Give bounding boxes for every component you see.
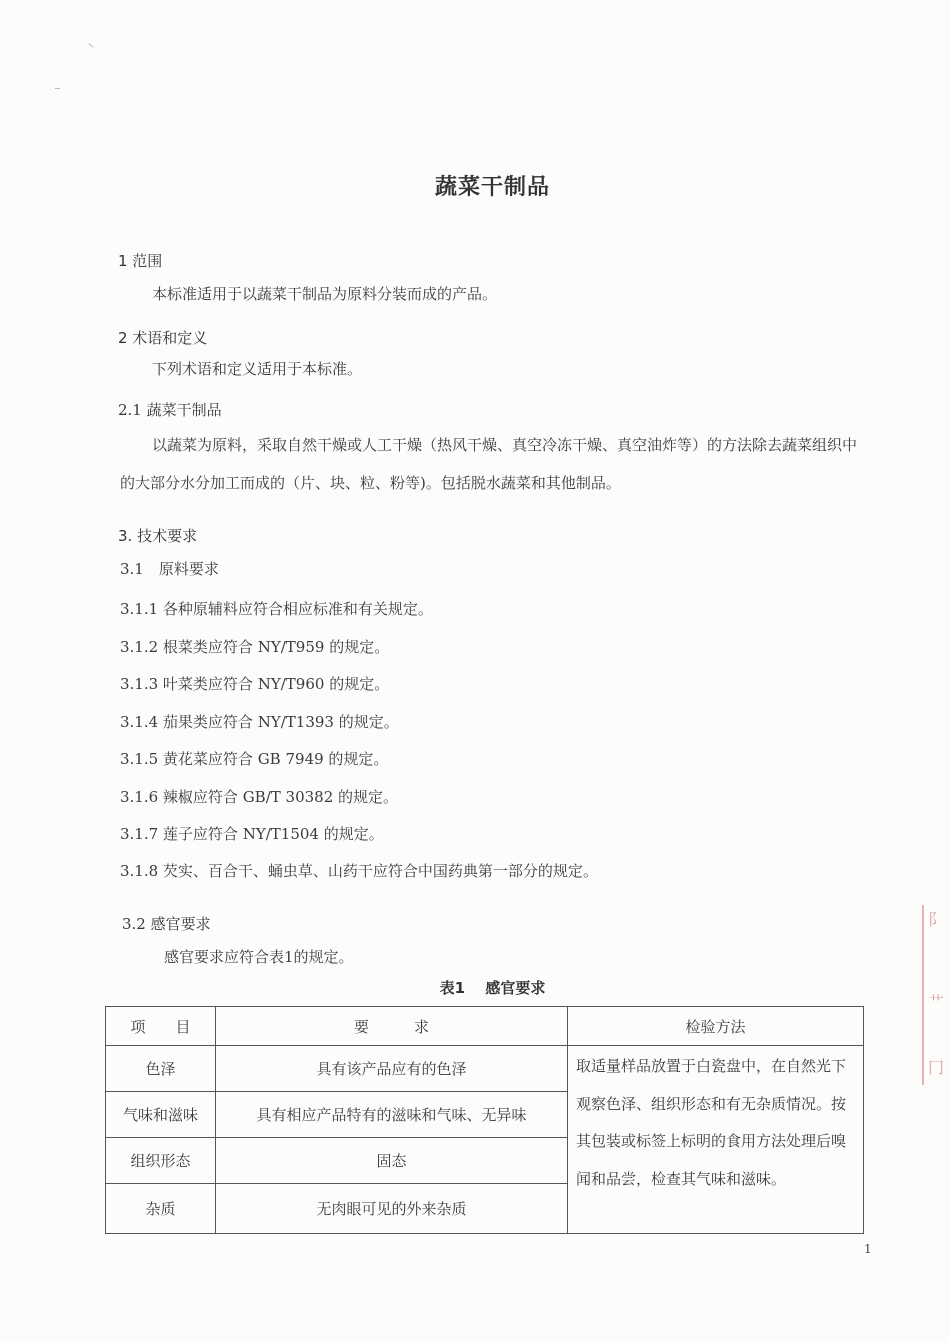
table-caption: 表1 感官要求 bbox=[439, 979, 546, 997]
requirement-item: 3.1.3 叶菜类应符合 NY/T960 的规定。 bbox=[120, 675, 390, 693]
row-requirement: 无肉眼可见的外来杂质 bbox=[216, 1184, 568, 1234]
row-item: 气味和滋味 bbox=[106, 1092, 216, 1138]
requirement-item: 3.1.7 莲子应符合 NY/T1504 的规定。 bbox=[120, 825, 384, 843]
requirement-item: 3.1.1 各种原辅料应符合相应标准和有关规定。 bbox=[120, 600, 433, 618]
row-item: 杂质 bbox=[106, 1184, 216, 1234]
requirement-item: 3.1.8 芡实、百合干、蛹虫草、山药干应符合中国药典第一部分的规定。 bbox=[120, 862, 598, 880]
document-title: 蔬菜干制品 bbox=[434, 175, 550, 200]
section-3-2-text: 感官要求应符合表1的规定。 bbox=[164, 948, 354, 966]
header-item: 项 目 bbox=[106, 1007, 216, 1046]
seal-stamp-edge: 阝 艹 冂 bbox=[922, 905, 944, 1085]
section-2-heading: 2 术语和定义 bbox=[118, 329, 208, 347]
section-2-text: 下列术语和定义适用于本标准。 bbox=[152, 360, 363, 378]
row-requirement: 固态 bbox=[216, 1138, 568, 1184]
section-2-1-heading: 2.1 蔬菜干制品 bbox=[118, 401, 222, 419]
section-1-text: 本标准适用于以蔬菜干制品为原料分装而成的产品。 bbox=[152, 285, 498, 303]
header-requirement: 要 求 bbox=[216, 1007, 568, 1046]
page-number: 1 bbox=[864, 1242, 872, 1256]
section-3-1-heading: 3.1 原料要求 bbox=[120, 560, 219, 578]
row-requirement: 具有相应产品特有的滋味和气味、无异味 bbox=[216, 1092, 568, 1138]
row-item: 组织形态 bbox=[106, 1138, 216, 1184]
requirement-item: 3.1.5 黄花菜应符合 GB 7949 的规定。 bbox=[120, 750, 389, 768]
section-3-2-heading: 3.2 感官要求 bbox=[122, 915, 211, 933]
requirement-item: 3.1.4 茄果类应符合 NY/T1393 的规定。 bbox=[120, 713, 399, 731]
section-2-1-text: 以蔬菜为原料，采取自然干燥或人工干燥（热风干燥、真空冷冻干燥、真空油炸等）的方法除去蔬菜组织中的大部分水分加工而成的（片、块、粒、粉等)。包括脱水蔬菜和其他制品。 bbox=[120, 436, 858, 492]
header-method: 检验方法 bbox=[568, 1007, 864, 1046]
row-requirement: 具有该产品应有的色泽 bbox=[216, 1046, 568, 1092]
requirement-item: 3.1.2 根菜类应符合 NY/T959 的规定。 bbox=[120, 638, 390, 656]
section-1-heading: 1 范围 bbox=[118, 252, 163, 270]
section-3-heading: 3. 技术要求 bbox=[118, 527, 198, 545]
inspection-method: 取适量样品放置于白瓷盘中，在自然光下观察色泽、组织形态和有无杂质情况。按其包装或标签上标明的食用方法处理后嗅闻和品尝，检查其气味和滋味。 bbox=[568, 1046, 864, 1234]
scan-speck bbox=[55, 88, 60, 89]
requirement-item: 3.1.6 辣椒应符合 GB/T 30382 的规定。 bbox=[120, 788, 399, 806]
table-row bbox=[106, 1046, 864, 1092]
sensory-requirements-table bbox=[105, 1006, 864, 1234]
table-header-row bbox=[106, 1007, 864, 1046]
scan-speck bbox=[88, 43, 93, 48]
row-item: 色泽 bbox=[106, 1046, 216, 1092]
